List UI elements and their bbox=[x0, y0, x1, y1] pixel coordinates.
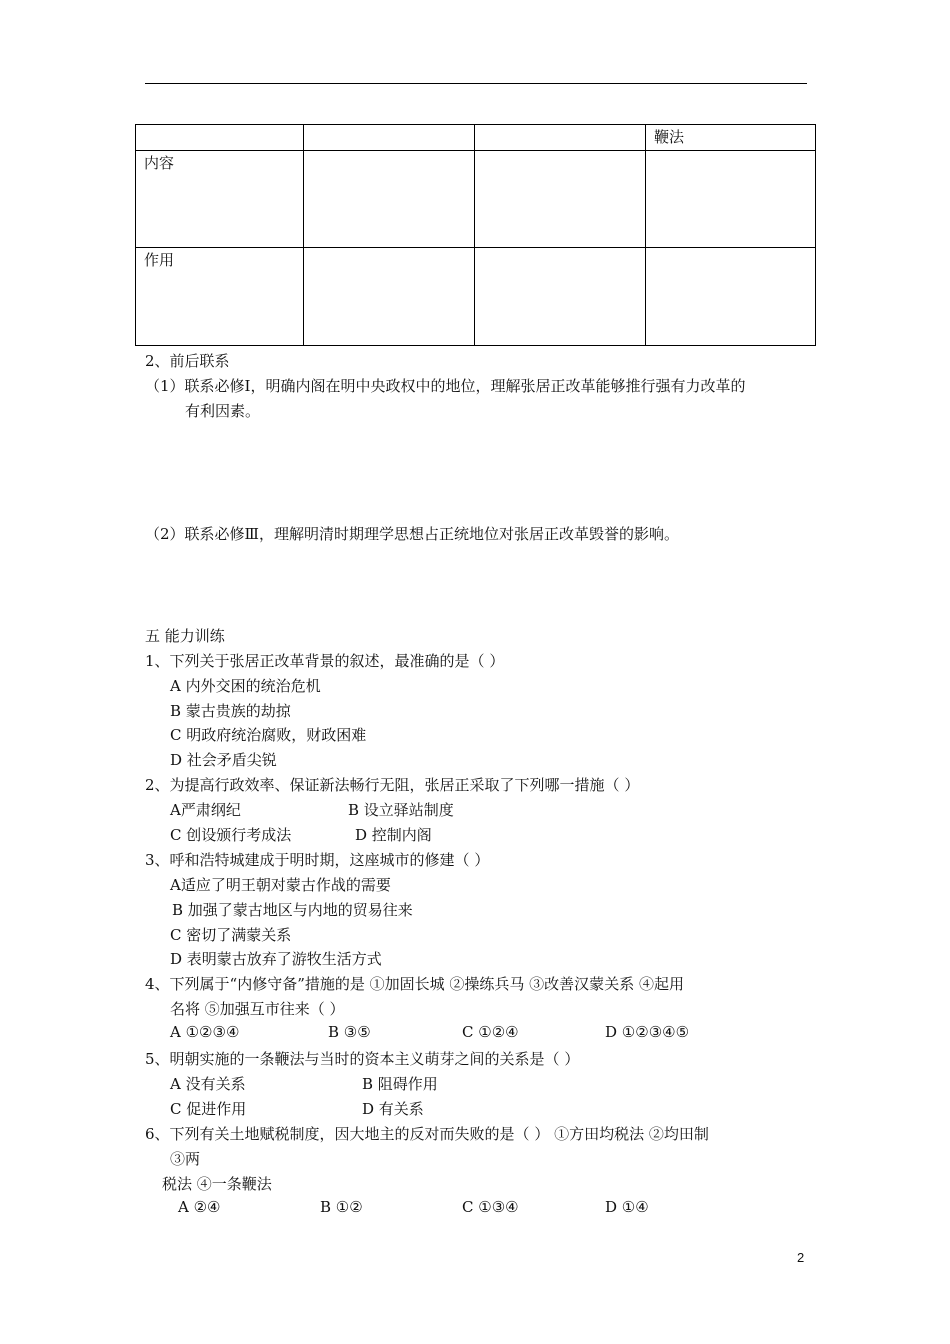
q3-option-d: D 表明蒙古放弃了游牧生活方式 bbox=[170, 950, 382, 968]
q1-stem: 1、下列关于张居正改革背景的叙述，最准确的是（ ） bbox=[145, 652, 505, 670]
q1-option-c: C 明政府统治腐败，财政困难 bbox=[170, 726, 367, 744]
q2-option-d: D 控制内阁 bbox=[355, 826, 432, 844]
q4-option-c: C ①②④ bbox=[462, 1023, 519, 1041]
q4-option-a: A ①②③④ bbox=[170, 1023, 240, 1041]
reform-comparison-table bbox=[135, 124, 816, 346]
table-row bbox=[136, 248, 816, 346]
table-cell bbox=[475, 151, 646, 248]
row-label-effect: 作用 bbox=[136, 248, 304, 346]
q3-option-b: B 加强了蒙古地区与内地的贸易往来 bbox=[172, 901, 413, 919]
q1-option-b: B 蒙古贵族的劫掠 bbox=[170, 702, 291, 720]
q4-stem-line2: 名将 ⑤加强互市往来（ ） bbox=[170, 1000, 345, 1018]
q4-stem-line1: 4、下列属于“内修守备”措施的是 ①加固长城 ②操练兵马 ③改善汉蒙关系 ④起用 bbox=[145, 975, 684, 993]
q5-option-c: C 促进作用 bbox=[170, 1100, 247, 1118]
q2-option-a: A严肃纲纪 bbox=[170, 801, 241, 819]
q5-stem: 5、明朝实施的一条鞭法与当时的资本主义萌芽之间的关系是（ ） bbox=[145, 1050, 580, 1068]
q4-option-b: B ③⑤ bbox=[328, 1023, 371, 1041]
q6-option-d: D ①④ bbox=[605, 1198, 649, 1216]
q5-option-b: B 阻碍作用 bbox=[362, 1075, 438, 1093]
section-title-training: 五 能力训练 bbox=[145, 627, 225, 645]
table-cell bbox=[304, 151, 475, 248]
q3-option-c: C 密切了满蒙关系 bbox=[170, 926, 292, 944]
q2-option-b: B 设立驿站制度 bbox=[348, 801, 454, 819]
q5-option-a: A 没有关系 bbox=[170, 1075, 246, 1093]
q3-stem: 3、呼和浩特城建成于明时期，这座城市的修建（ ） bbox=[145, 851, 490, 869]
q3-option-a: A适应了明王朝对蒙古作战的需要 bbox=[170, 876, 391, 894]
q1-option-a: A 内外交困的统治危机 bbox=[170, 677, 321, 695]
table-header-cell bbox=[304, 125, 475, 151]
table-cell bbox=[304, 248, 475, 346]
table-row bbox=[136, 151, 816, 248]
row-label-content: 内容 bbox=[136, 151, 304, 248]
q6-stem-line1: 6、下列有关土地赋税制度，因大地主的反对而失败的是（ ） ①方田均税法 ②均田制 bbox=[145, 1125, 709, 1143]
table-header-cell bbox=[475, 125, 646, 151]
q6-option-a: A ②④ bbox=[178, 1198, 221, 1216]
table-cell bbox=[646, 151, 816, 248]
links-item1-line2: 有利因素。 bbox=[185, 402, 261, 420]
table-header-cell bbox=[136, 125, 304, 151]
q6-stem-line2: ③两 bbox=[170, 1150, 201, 1168]
q2-stem: 2、为提高行政效率、保证新法畅行无阻，张居正采取了下列哪一措施（ ） bbox=[145, 776, 640, 794]
links-item1-line1: （1）联系必修Ⅰ，明确内阁在明中央政权中的地位，理解张居正改革能够推行强有力改革的 bbox=[145, 377, 746, 395]
q5-option-d: D 有关系 bbox=[362, 1100, 424, 1118]
q6-option-b: B ①② bbox=[320, 1198, 363, 1216]
links-item2: （2）联系必修Ⅲ，理解明清时期理学思想占正统地位对张居正改革毁誉的影响。 bbox=[145, 525, 680, 543]
q1-option-d: D 社会矛盾尖锐 bbox=[170, 751, 277, 769]
table-header-row bbox=[136, 125, 816, 151]
q6-stem-line3: 税法 ④一条鞭法 bbox=[162, 1175, 272, 1193]
table-cell bbox=[646, 248, 816, 346]
table-cell bbox=[475, 248, 646, 346]
page-number: 2 bbox=[797, 1250, 805, 1265]
q6-option-c: C ①③④ bbox=[462, 1198, 519, 1216]
q4-option-d: D ①②③④⑤ bbox=[605, 1023, 690, 1041]
section-title-links: 2、前后联系 bbox=[145, 352, 230, 370]
q2-option-c: C 创设颁行考成法 bbox=[170, 826, 292, 844]
table-header-cell: 鞭法 bbox=[646, 125, 816, 151]
header-rule bbox=[145, 83, 807, 84]
